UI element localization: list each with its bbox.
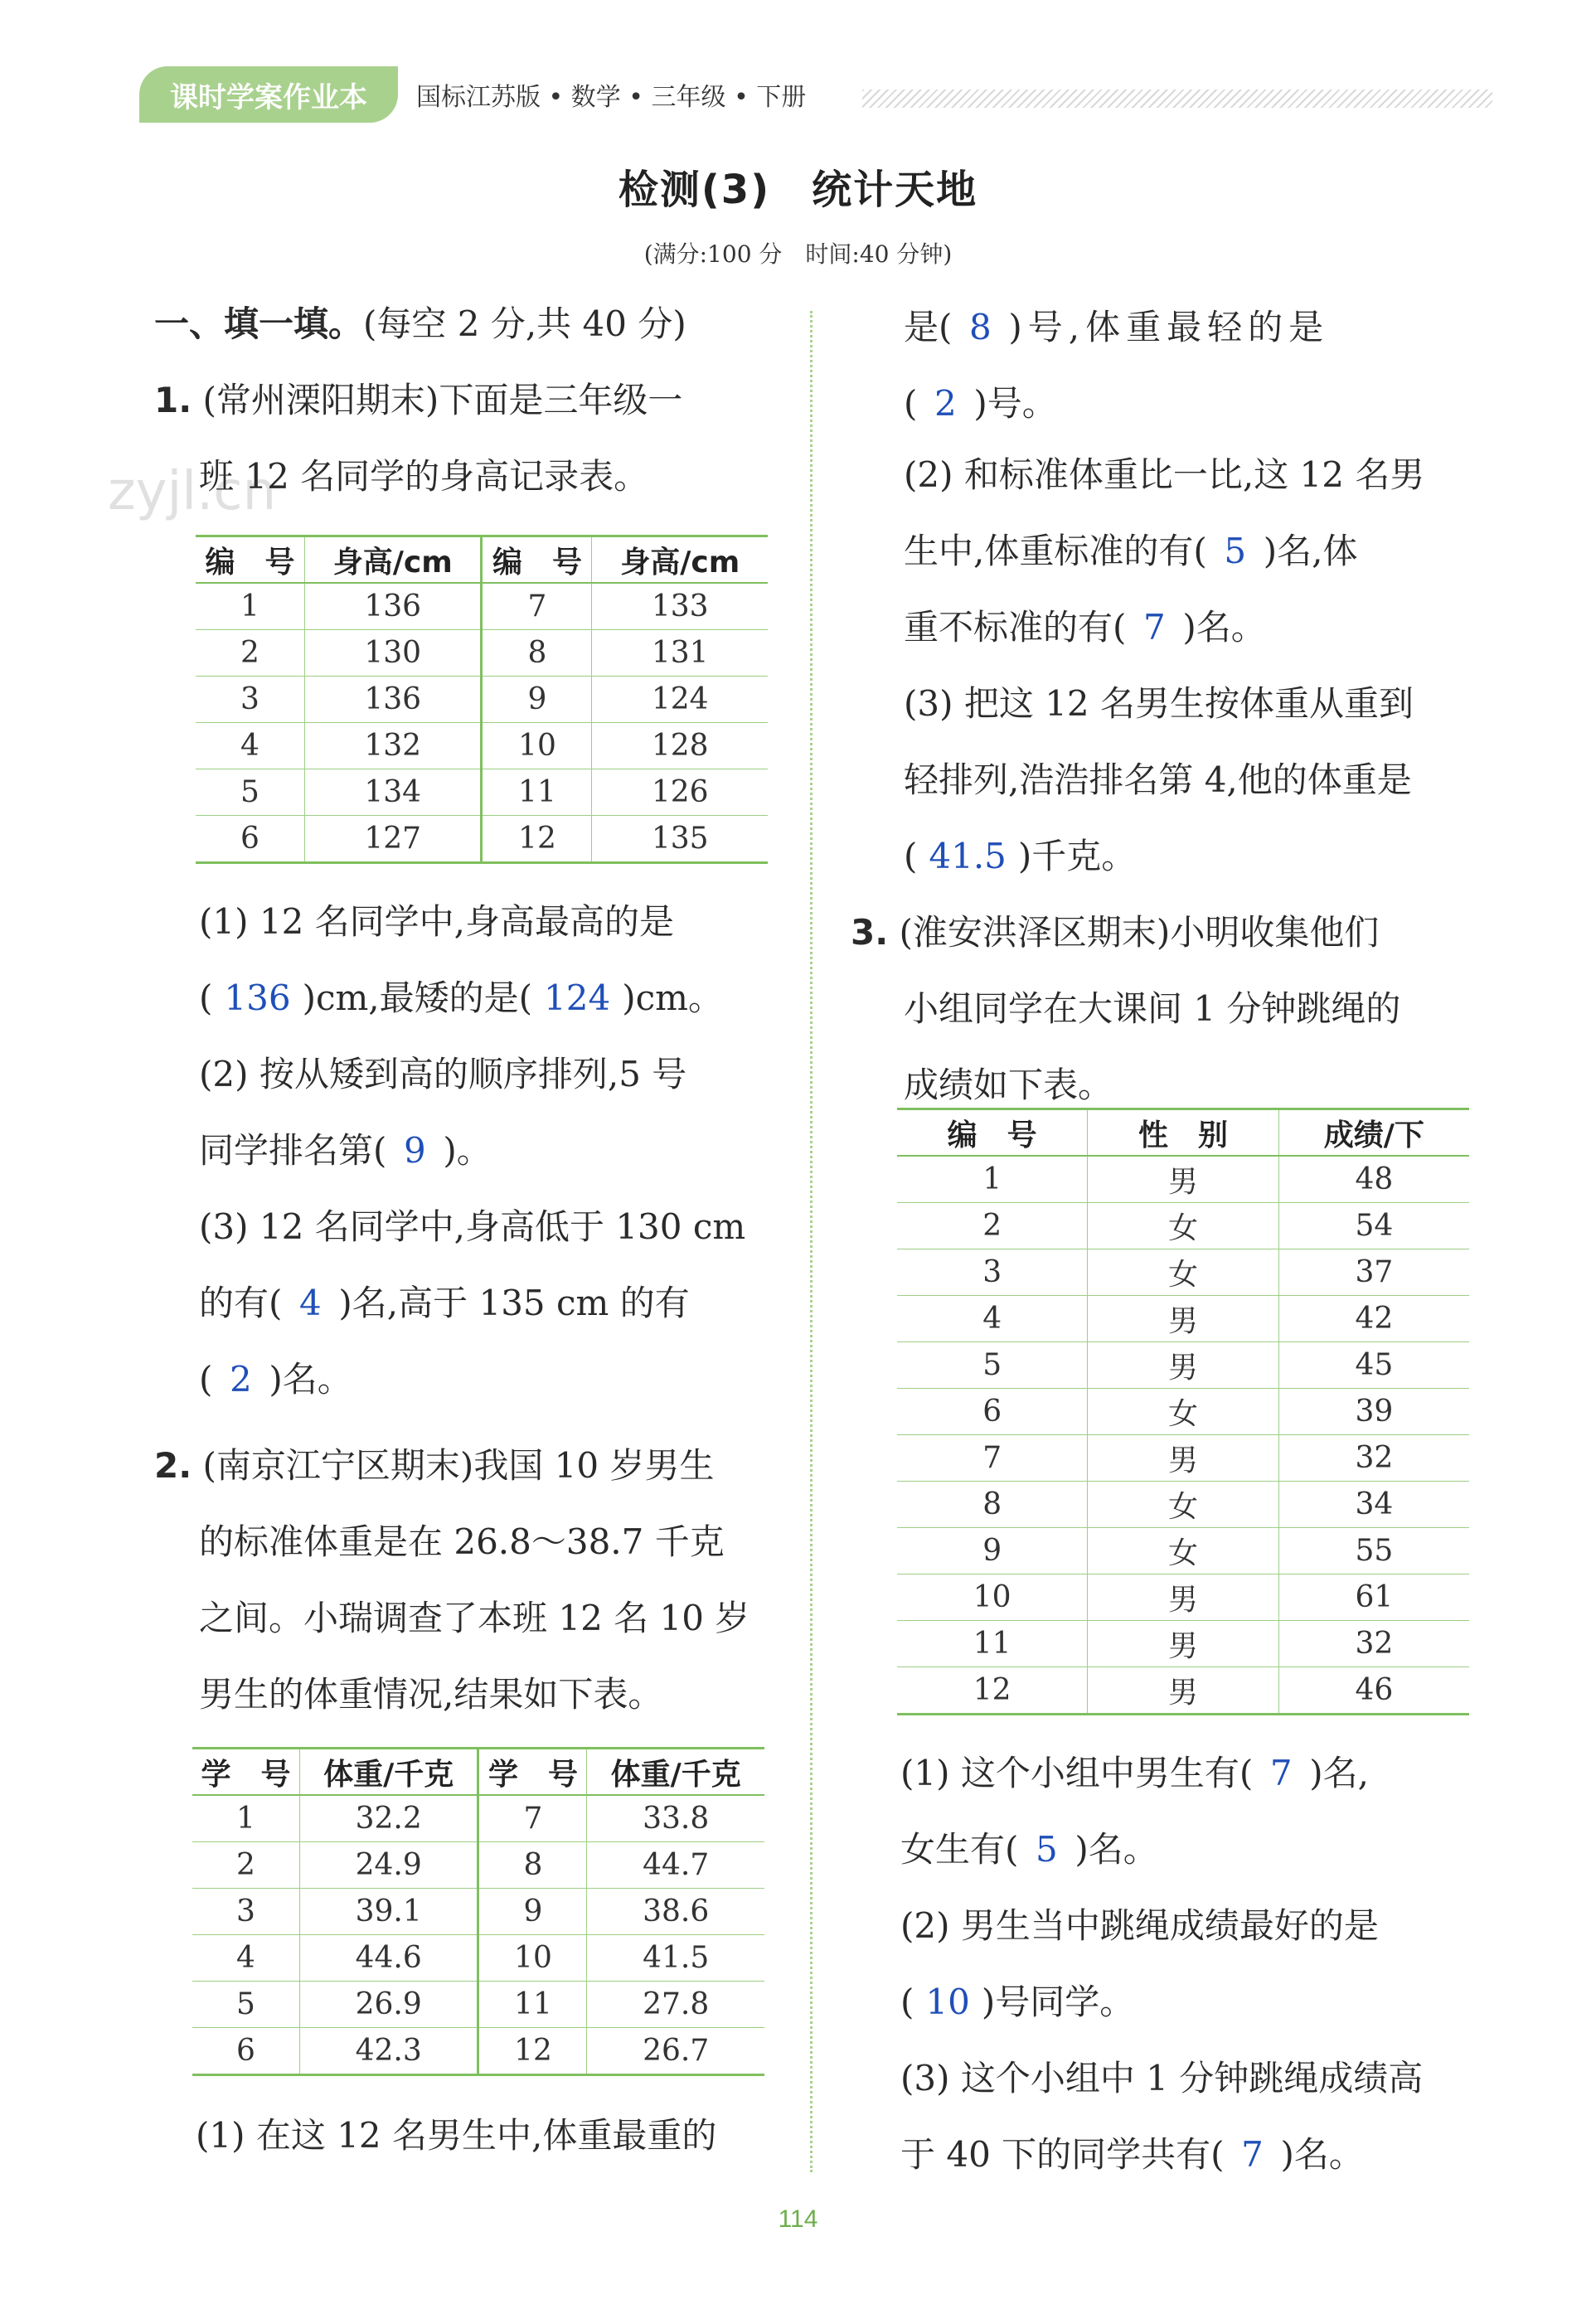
table-cell: 1 [897, 1156, 1088, 1203]
table-cell: 32 [1278, 1435, 1469, 1482]
table-row [192, 1795, 764, 1842]
section-title: 一、填一填。 [154, 303, 364, 344]
q2-part1-line1: (1) 在这 12 名男生中,体重最重的 [196, 2115, 717, 2156]
table-cell: 127 [304, 816, 482, 863]
q1-text-1: (常州溧阳期末)下面是三年级一 [202, 380, 683, 420]
table-row [192, 1982, 764, 2028]
table-cell: 12 [478, 2028, 587, 2075]
table-row [192, 1889, 764, 1935]
q2-part1-mid: )号,体重最轻的是 [1008, 307, 1330, 347]
q3-part1-pre2: 女生有( [900, 1829, 1019, 1870]
q2-part3-line1: (3) 把这 12 名男生按体重从重到 [904, 683, 1414, 724]
table-cell: 37 [1278, 1249, 1469, 1296]
table-cell: 6 [897, 1389, 1088, 1435]
table-cell: 39.1 [299, 1889, 478, 1935]
right-column-top [851, 289, 1501, 1123]
header-cell: 学 号 [192, 1749, 299, 1796]
q2-part1-end: )号。 [973, 383, 1057, 424]
table-cell: 2 [192, 1842, 299, 1889]
q1-part1-line2 [199, 960, 779, 1036]
q3-line-1 [851, 895, 1501, 971]
table-row [897, 1342, 1469, 1389]
paren: ( [904, 836, 918, 876]
q3-parts [900, 1735, 1514, 2193]
q2-part1-pre: 是( [904, 307, 953, 347]
table-cell: 128 [592, 723, 768, 769]
table-cell: 130 [304, 630, 482, 677]
q1-part2-start: 同学排名第( [199, 1130, 387, 1171]
q2-part2-line3 [904, 589, 1501, 666]
table-cell: 10 [478, 1935, 587, 1982]
q1-line-2 [154, 439, 784, 515]
table-cell: 32 [1278, 1621, 1469, 1667]
answer-boys-count: 7 [1269, 1753, 1293, 1793]
left-column [154, 286, 784, 515]
table-cell: 女 [1088, 1203, 1278, 1249]
q1-part2-line1: (2) 按从矮到高的顺序排列,5 号 [199, 1054, 687, 1094]
table-row [897, 1203, 1469, 1249]
table-cell: 34 [1278, 1482, 1469, 1528]
table-cell: 133 [592, 583, 768, 630]
table-row [897, 1156, 1469, 1203]
q2-text-1: (南京江宁区期末)我国 10 岁男生 [202, 1445, 715, 1486]
q3-part1-line1 [900, 1735, 1514, 1812]
table-cell: 126 [592, 769, 768, 816]
paren: ( [199, 978, 213, 1018]
page-title: 检测(3) 统计天地 [618, 167, 978, 213]
table-cell: 7 [482, 583, 592, 630]
table-cell: 124 [592, 677, 768, 723]
table-cell: 9 [482, 677, 592, 723]
table-row [196, 677, 768, 723]
answer-standard-count: 5 [1224, 531, 1247, 571]
table-row [196, 769, 768, 816]
q2-part2-mid: )名,体 [1263, 531, 1358, 571]
q2-part2-line2 [904, 513, 1501, 589]
answer-nonstandard-count: 7 [1143, 607, 1166, 648]
table-cell: 7 [478, 1795, 587, 1842]
table-cell: 54 [1278, 1203, 1469, 1249]
table-cell: 48 [1278, 1156, 1469, 1203]
header-cell: 体重/千克 [587, 1749, 764, 1796]
q1-part3-mid: )名,高于 135 cm 的有 [338, 1283, 690, 1323]
q3-part3-line2 [900, 2117, 1514, 2193]
table-row [897, 1667, 1469, 1715]
table-cell: 男 [1088, 1667, 1278, 1715]
rope-table-header [897, 1109, 1469, 1157]
table-cell: 2 [196, 630, 304, 677]
height-table-header [196, 536, 768, 584]
table-cell: 5 [897, 1342, 1088, 1389]
table-cell: 女 [1088, 1528, 1278, 1574]
header-cell: 学 号 [478, 1749, 587, 1796]
table-cell: 12 [482, 816, 592, 863]
q3-part2-end: )号同学。 [981, 1982, 1135, 2022]
answer-tallest: 136 [224, 978, 291, 1018]
q2-line-2: 的标准体重是在 26.8～38.7 千克 [199, 1521, 725, 1562]
table-row [897, 1528, 1469, 1574]
table-cell: 10 [897, 1574, 1088, 1621]
table-cell: 136 [304, 583, 482, 630]
q3-part3-end: )名。 [1280, 2134, 1364, 2175]
paren: ( [900, 1982, 914, 2022]
table-cell: 38.6 [587, 1889, 764, 1935]
q2-part2-end: )名。 [1182, 607, 1266, 648]
score-time-note: (满分:100 分 时间:40 分钟) [643, 240, 953, 268]
table-cell: 42.3 [299, 2028, 478, 2075]
q1-part2-end: )。 [443, 1130, 492, 1171]
header-stripe [862, 90, 1492, 108]
q1-part1-line1: (1) 12 名同学中,身高最高的是 [199, 901, 674, 942]
table-cell: 男 [1088, 1574, 1278, 1621]
table-cell: 135 [592, 816, 768, 863]
table-cell: 4 [897, 1296, 1088, 1342]
table-row [196, 723, 768, 769]
table-cell: 女 [1088, 1389, 1278, 1435]
table-cell: 134 [304, 769, 482, 816]
table-cell: 44.6 [299, 1935, 478, 1982]
section-heading [154, 286, 784, 362]
table-row [897, 1435, 1469, 1482]
answer-below-130: 4 [299, 1283, 322, 1323]
table-row [897, 1249, 1469, 1296]
table-cell: 44.7 [587, 1842, 764, 1889]
table-row [897, 1482, 1469, 1528]
q2-line-4: 男生的体重情况,结果如下表。 [199, 1674, 663, 1715]
answer-above-135: 2 [230, 1359, 252, 1400]
rope-table [897, 1108, 1469, 1715]
table-cell: 3 [192, 1889, 299, 1935]
q1-part3-end: )名。 [269, 1359, 352, 1400]
paren: ( [199, 1359, 213, 1400]
q1-part1-end: )cm。 [622, 978, 723, 1018]
weight-table [192, 1747, 764, 2076]
answer-shortest: 124 [544, 978, 611, 1018]
table-cell: 11 [482, 769, 592, 816]
answer-girls-count: 5 [1036, 1829, 1058, 1870]
q2-intro [154, 1428, 784, 1733]
header-cell: 编 号 [196, 536, 304, 584]
table-cell: 136 [304, 677, 482, 723]
header-cell: 编 号 [482, 536, 592, 584]
q3-part3-pre: 于 40 下的同学共有( [900, 2134, 1225, 2175]
table-cell: 男 [1088, 1156, 1278, 1203]
table-cell: 26.7 [587, 2028, 764, 2075]
answer-rank: 9 [404, 1130, 426, 1171]
q2-part3-line3 [904, 818, 1501, 895]
q1-part2-line2 [199, 1113, 779, 1189]
table-cell: 2 [897, 1203, 1088, 1249]
table-cell: 46 [1278, 1667, 1469, 1715]
q1-parts [199, 884, 779, 1418]
table-cell: 男 [1088, 1342, 1278, 1389]
q3-part1-end: )名。 [1075, 1829, 1158, 1870]
q2-part1-line3 [904, 366, 1501, 442]
header-cell: 体重/千克 [299, 1749, 478, 1796]
table-cell: 5 [196, 769, 304, 816]
table-cell: 1 [192, 1795, 299, 1842]
header-cell: 身高/cm [592, 536, 768, 584]
q1-part3-line1: (3) 12 名同学中,身高低于 130 cm [199, 1206, 746, 1247]
watermark: zyjl.cn [108, 461, 277, 522]
section-note: (每空 2 分,共 40 分) [363, 303, 686, 344]
q3-line-3: 成绩如下表。 [904, 1065, 1113, 1105]
table-cell: 男 [1088, 1435, 1278, 1482]
q1-part3-line3 [199, 1341, 779, 1418]
height-table [196, 535, 768, 864]
table-cell: 8 [478, 1842, 587, 1889]
q3-part2-line1: (2) 男生当中跳绳成绩最好的是 [900, 1905, 1379, 1946]
table-row [192, 1935, 764, 1982]
q3-text-1: (淮安洪泽区期末)小明收集他们 [899, 912, 1380, 953]
header-cell: 性 别 [1088, 1109, 1278, 1157]
table-cell: 41.5 [587, 1935, 764, 1982]
table-cell: 男 [1088, 1296, 1278, 1342]
table-cell: 132 [304, 723, 482, 769]
paren: ( [904, 383, 918, 424]
table-cell: 131 [592, 630, 768, 677]
table-cell: 10 [482, 723, 592, 769]
table-cell: 7 [897, 1435, 1088, 1482]
q3-number: 3. [851, 912, 889, 953]
table-row [897, 1621, 1469, 1667]
table-row [192, 1842, 764, 1889]
q2-line-1 [154, 1428, 784, 1504]
table-cell: 女 [1088, 1249, 1278, 1296]
table-cell: 5 [192, 1982, 299, 2028]
table-cell: 45 [1278, 1342, 1469, 1389]
table-cell: 1 [196, 583, 304, 630]
q2-part1-line2 [904, 289, 1501, 366]
q3-part1-line2 [900, 1812, 1514, 1888]
table-cell: 11 [897, 1621, 1088, 1667]
table-cell: 42 [1278, 1296, 1469, 1342]
table-cell: 55 [1278, 1528, 1469, 1574]
q2-part3-end: )千克。 [1017, 836, 1137, 876]
q2-part1-start [196, 2098, 793, 2174]
q1-part3-start: 的有( [199, 1283, 283, 1323]
q3-line-2: 小组同学在大课间 1 分钟跳绳的 [904, 988, 1401, 1029]
table-cell: 26.9 [299, 1982, 478, 2028]
table-cell: 12 [897, 1667, 1088, 1715]
header-cell: 成绩/下 [1278, 1109, 1469, 1157]
q1-part3-line2 [199, 1265, 779, 1341]
series-badge: 课时学案作业本 [139, 66, 398, 123]
table-cell: 11 [478, 1982, 587, 2028]
table-cell: 9 [478, 1889, 587, 1935]
header-cell: 身高/cm [304, 536, 482, 584]
q2-part3-line2: 轻排列,浩浩排名第 4,他的体重是 [904, 759, 1412, 800]
column-divider [810, 311, 813, 2172]
table-cell: 9 [897, 1528, 1088, 1574]
table-cell: 61 [1278, 1574, 1469, 1621]
table-cell: 4 [192, 1935, 299, 1982]
answer-best-boy: 10 [925, 1982, 970, 2022]
q3-part2-line2 [900, 1964, 1514, 2040]
q3-part1-pre: (1) 这个小组中男生有( [900, 1753, 1254, 1793]
table-cell: 8 [482, 630, 592, 677]
table-row [196, 583, 768, 630]
page-number: 114 [778, 2205, 818, 2233]
table-cell: 32.2 [299, 1795, 478, 1842]
table-cell: 39 [1278, 1389, 1469, 1435]
table-cell: 8 [897, 1482, 1088, 1528]
book-info: 国标江苏版 • 数学 • 三年级 • 下册 [416, 83, 807, 112]
q2-number: 2. [154, 1445, 192, 1486]
table-cell: 女 [1088, 1482, 1278, 1528]
table-row [196, 816, 768, 863]
q2-part2-pre: 生中,体重标准的有( [904, 531, 1207, 571]
q2-line-3: 之间。小瑞调查了本班 12 名 10 岁 [199, 1598, 750, 1638]
table-cell: 6 [196, 816, 304, 863]
answer-4th-weight: 41.5 [929, 836, 1007, 876]
q2-part2-line1: (2) 和标准体重比一比,这 12 名男 [904, 454, 1425, 495]
header-cell: 编 号 [897, 1109, 1088, 1157]
q3-part1-mid: )名, [1309, 1753, 1369, 1793]
table-cell: 24.9 [299, 1842, 478, 1889]
weight-table-header [192, 1749, 764, 1796]
q1-part1-mid: )cm,最矮的是( [302, 978, 533, 1018]
table-row [196, 630, 768, 677]
q2-part2-pre2: 重不标准的有( [904, 607, 1127, 648]
table-row [897, 1389, 1469, 1435]
q3-part3-line1: (3) 这个小组中 1 分钟跳绳成绩高 [900, 2058, 1424, 2098]
table-cell: 3 [897, 1249, 1088, 1296]
table-cell: 27.8 [587, 1982, 764, 2028]
table-cell: 3 [196, 677, 304, 723]
answer-lightest: 2 [934, 383, 957, 424]
q1-line-1 [154, 362, 784, 439]
table-row [897, 1296, 1469, 1342]
table-row [897, 1574, 1469, 1621]
q1-number: 1. [154, 380, 192, 420]
answer-above-40: 7 [1241, 2134, 1264, 2175]
table-cell: 33.8 [587, 1795, 764, 1842]
table-cell: 6 [192, 2028, 299, 2075]
table-row [192, 2028, 764, 2075]
q1-text-2: 班 12 名同学的身高记录表。 [199, 456, 649, 497]
table-cell: 4 [196, 723, 304, 769]
table-cell: 男 [1088, 1621, 1278, 1667]
answer-heaviest: 8 [969, 307, 992, 347]
